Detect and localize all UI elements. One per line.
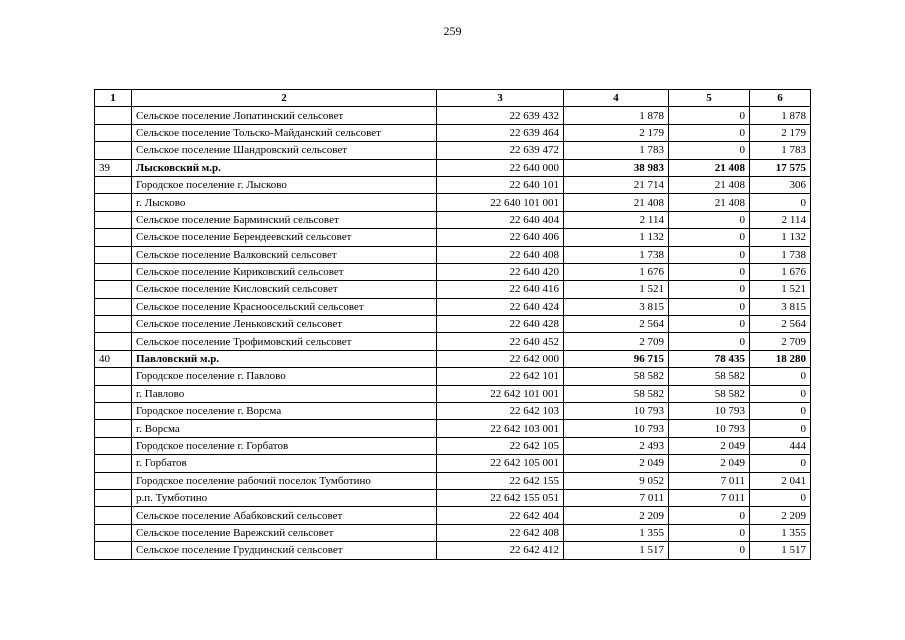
name-cell: Сельское поселение Кисловский сельсовет — [132, 281, 437, 298]
code-cell: 22 642 103 001 — [437, 420, 564, 437]
code-cell: 22 640 404 — [437, 211, 564, 228]
code-cell: 22 640 406 — [437, 229, 564, 246]
code-cell: 22 642 404 — [437, 507, 564, 524]
name-cell: Сельское поселение Трофимовский сельсовет — [132, 333, 437, 350]
code-cell: 22 640 000 — [437, 159, 564, 176]
value-col6-cell: 2 041 — [750, 472, 811, 489]
name-cell: Городское поселение г. Ворсма — [132, 403, 437, 420]
value-col6-cell: 1 878 — [750, 107, 811, 124]
table-row — [95, 263, 811, 280]
column-header-3: 3 — [437, 90, 564, 107]
value-col5-cell: 21 408 — [669, 176, 750, 193]
code-cell: 22 642 105 001 — [437, 455, 564, 472]
table-row — [95, 350, 811, 367]
page-number: 259 — [443, 24, 462, 38]
code-cell: 22 640 428 — [437, 316, 564, 333]
row-number-cell: 40 — [95, 350, 132, 367]
column-header-1: 1 — [95, 90, 132, 107]
value-col6-cell: 0 — [750, 489, 811, 506]
row-number-cell — [95, 437, 132, 454]
name-cell: Сельское поселение Лопатинский сельсовет — [132, 107, 437, 124]
row-number-cell — [95, 176, 132, 193]
row-number-cell — [95, 298, 132, 315]
value-col6-cell: 444 — [750, 437, 811, 454]
code-cell: 22 640 416 — [437, 281, 564, 298]
code-cell: 22 640 424 — [437, 298, 564, 315]
row-number-cell — [95, 211, 132, 228]
value-col4-cell: 1 738 — [564, 246, 669, 263]
column-header-6: 6 — [750, 90, 811, 107]
value-col6-cell: 2 709 — [750, 333, 811, 350]
row-number-cell — [95, 229, 132, 246]
row-number-cell — [95, 263, 132, 280]
table-row — [95, 524, 811, 541]
row-number-cell — [95, 507, 132, 524]
table-row — [95, 333, 811, 350]
row-number-cell — [95, 524, 132, 541]
value-col4-cell: 2 493 — [564, 437, 669, 454]
name-cell: Павловский м.р. — [132, 350, 437, 367]
value-col5-cell: 0 — [669, 524, 750, 541]
value-col6-cell: 0 — [750, 368, 811, 385]
row-number-cell — [95, 542, 132, 559]
code-cell: 22 639 464 — [437, 124, 564, 141]
value-col6-cell: 1 517 — [750, 542, 811, 559]
value-col5-cell: 0 — [669, 333, 750, 350]
value-col5-cell: 7 011 — [669, 489, 750, 506]
name-cell: р.п. Тумботино — [132, 489, 437, 506]
table-row — [95, 124, 811, 141]
table-row — [95, 194, 811, 211]
value-col6-cell: 2 114 — [750, 211, 811, 228]
value-col4-cell: 2 709 — [564, 333, 669, 350]
row-number-cell — [95, 333, 132, 350]
name-cell: Сельское поселение Валковский сельсовет — [132, 246, 437, 263]
name-cell: Сельское поселение Барминский сельсовет — [132, 211, 437, 228]
name-cell: Лысковский м.р. — [132, 159, 437, 176]
table-row — [95, 403, 811, 420]
name-cell: Сельское поселение Леньковский сельсовет — [132, 316, 437, 333]
value-col5-cell: 0 — [669, 316, 750, 333]
code-cell: 22 640 101 — [437, 176, 564, 193]
name-cell: Сельское поселение Красноосельский сельсовет — [132, 298, 437, 315]
column-header-5: 5 — [669, 90, 750, 107]
row-number-cell — [95, 420, 132, 437]
value-col5-cell: 0 — [669, 124, 750, 141]
value-col4-cell: 1 355 — [564, 524, 669, 541]
table-body — [95, 107, 811, 559]
name-cell: Сельское поселение Грудцинский сельсовет — [132, 542, 437, 559]
value-col4-cell: 58 582 — [564, 385, 669, 402]
value-col5-cell: 58 582 — [669, 385, 750, 402]
value-col6-cell: 306 — [750, 176, 811, 193]
row-number-cell — [95, 107, 132, 124]
name-cell: Сельское поселение Шандровский сельсовет — [132, 142, 437, 159]
table-row — [95, 281, 811, 298]
value-col5-cell: 0 — [669, 281, 750, 298]
table-row — [95, 489, 811, 506]
value-col5-cell: 0 — [669, 107, 750, 124]
row-number-cell — [95, 455, 132, 472]
data-table — [94, 89, 811, 560]
value-col5-cell: 2 049 — [669, 455, 750, 472]
table-row — [95, 229, 811, 246]
value-col4-cell: 21 714 — [564, 176, 669, 193]
value-col4-cell: 3 815 — [564, 298, 669, 315]
table-row — [95, 298, 811, 315]
value-col6-cell: 0 — [750, 385, 811, 402]
value-col4-cell: 1 517 — [564, 542, 669, 559]
table-row — [95, 507, 811, 524]
table-row — [95, 176, 811, 193]
code-cell: 22 642 155 051 — [437, 489, 564, 506]
row-number-cell — [95, 489, 132, 506]
value-col5-cell: 10 793 — [669, 420, 750, 437]
value-col5-cell: 21 408 — [669, 194, 750, 211]
value-col6-cell: 1 132 — [750, 229, 811, 246]
code-cell: 22 640 408 — [437, 246, 564, 263]
name-cell: г. Ворсма — [132, 420, 437, 437]
value-col4-cell: 10 793 — [564, 403, 669, 420]
table-row — [95, 142, 811, 159]
value-col6-cell: 17 575 — [750, 159, 811, 176]
row-number-cell: 39 — [95, 159, 132, 176]
value-col4-cell: 2 209 — [564, 507, 669, 524]
code-cell: 22 642 103 — [437, 403, 564, 420]
code-cell: 22 642 412 — [437, 542, 564, 559]
row-number-cell — [95, 124, 132, 141]
value-col5-cell: 0 — [669, 542, 750, 559]
value-col4-cell: 7 011 — [564, 489, 669, 506]
code-cell: 22 642 105 — [437, 437, 564, 454]
value-col5-cell: 2 049 — [669, 437, 750, 454]
value-col4-cell: 2 049 — [564, 455, 669, 472]
row-number-cell — [95, 385, 132, 402]
code-cell: 22 642 000 — [437, 350, 564, 367]
value-col4-cell: 1 521 — [564, 281, 669, 298]
table-row — [95, 316, 811, 333]
table-row — [95, 159, 811, 176]
name-cell: г. Павлово — [132, 385, 437, 402]
row-number-cell — [95, 316, 132, 333]
value-col6-cell: 1 676 — [750, 263, 811, 280]
value-col5-cell: 78 435 — [669, 350, 750, 367]
name-cell: Городское поселение г. Лысково — [132, 176, 437, 193]
value-col5-cell: 0 — [669, 229, 750, 246]
row-number-cell — [95, 472, 132, 489]
value-col5-cell: 0 — [669, 298, 750, 315]
value-col4-cell: 1 783 — [564, 142, 669, 159]
name-cell: Сельское поселение Кириковский сельсовет — [132, 263, 437, 280]
code-cell: 22 642 101 001 — [437, 385, 564, 402]
value-col5-cell: 0 — [669, 211, 750, 228]
value-col6-cell: 1 355 — [750, 524, 811, 541]
name-cell: Городское поселение г. Горбатов — [132, 437, 437, 454]
table-row — [95, 420, 811, 437]
value-col6-cell: 0 — [750, 194, 811, 211]
row-number-cell — [95, 246, 132, 263]
code-cell: 22 642 155 — [437, 472, 564, 489]
value-col4-cell: 9 052 — [564, 472, 669, 489]
table-row — [95, 246, 811, 263]
row-number-cell — [95, 403, 132, 420]
table-row — [95, 472, 811, 489]
value-col5-cell: 10 793 — [669, 403, 750, 420]
name-cell: г. Горбатов — [132, 455, 437, 472]
value-col6-cell: 0 — [750, 455, 811, 472]
header-row — [95, 90, 811, 107]
value-col6-cell: 3 815 — [750, 298, 811, 315]
name-cell: Сельское поселение Абабковский сельсовет — [132, 507, 437, 524]
code-cell: 22 639 472 — [437, 142, 564, 159]
table-row — [95, 211, 811, 228]
value-col5-cell: 0 — [669, 142, 750, 159]
value-col6-cell: 18 280 — [750, 350, 811, 367]
table-row — [95, 107, 811, 124]
value-col6-cell: 0 — [750, 420, 811, 437]
value-col5-cell: 0 — [669, 246, 750, 263]
value-col4-cell: 1 132 — [564, 229, 669, 246]
name-cell: Городское поселение г. Павлово — [132, 368, 437, 385]
value-col4-cell: 38 983 — [564, 159, 669, 176]
value-col4-cell: 1 676 — [564, 263, 669, 280]
value-col4-cell: 2 564 — [564, 316, 669, 333]
name-cell: Сельское поселение Варежский сельсовет — [132, 524, 437, 541]
value-col6-cell: 0 — [750, 403, 811, 420]
name-cell: Городское поселение рабочий поселок Тумботино — [132, 472, 437, 489]
value-col6-cell: 1 738 — [750, 246, 811, 263]
code-cell: 22 640 452 — [437, 333, 564, 350]
table-row — [95, 455, 811, 472]
value-col4-cell: 1 878 — [564, 107, 669, 124]
code-cell: 22 640 101 001 — [437, 194, 564, 211]
column-header-2: 2 — [132, 90, 437, 107]
row-number-cell — [95, 194, 132, 211]
name-cell: Сельское поселение Берендеевский сельсовет — [132, 229, 437, 246]
column-header-4: 4 — [564, 90, 669, 107]
value-col6-cell: 2 564 — [750, 316, 811, 333]
value-col4-cell: 2 114 — [564, 211, 669, 228]
value-col6-cell: 2 179 — [750, 124, 811, 141]
value-col5-cell: 0 — [669, 263, 750, 280]
table-row — [95, 437, 811, 454]
code-cell: 22 639 432 — [437, 107, 564, 124]
code-cell: 22 640 420 — [437, 263, 564, 280]
value-col6-cell: 1 783 — [750, 142, 811, 159]
row-number-cell — [95, 368, 132, 385]
value-col4-cell: 58 582 — [564, 368, 669, 385]
value-col4-cell: 2 179 — [564, 124, 669, 141]
value-col4-cell: 96 715 — [564, 350, 669, 367]
value-col5-cell: 7 011 — [669, 472, 750, 489]
value-col6-cell: 2 209 — [750, 507, 811, 524]
row-number-cell — [95, 142, 132, 159]
table-row — [95, 542, 811, 559]
value-col6-cell: 1 521 — [750, 281, 811, 298]
value-col4-cell: 21 408 — [564, 194, 669, 211]
value-col5-cell: 21 408 — [669, 159, 750, 176]
table-row — [95, 368, 811, 385]
code-cell: 22 642 101 — [437, 368, 564, 385]
name-cell: Сельское поселение Тольско-Майданский сельсовет — [132, 124, 437, 141]
name-cell: г. Лысково — [132, 194, 437, 211]
table-row — [95, 385, 811, 402]
value-col5-cell: 58 582 — [669, 368, 750, 385]
row-number-cell — [95, 281, 132, 298]
value-col5-cell: 0 — [669, 507, 750, 524]
code-cell: 22 642 408 — [437, 524, 564, 541]
value-col4-cell: 10 793 — [564, 420, 669, 437]
